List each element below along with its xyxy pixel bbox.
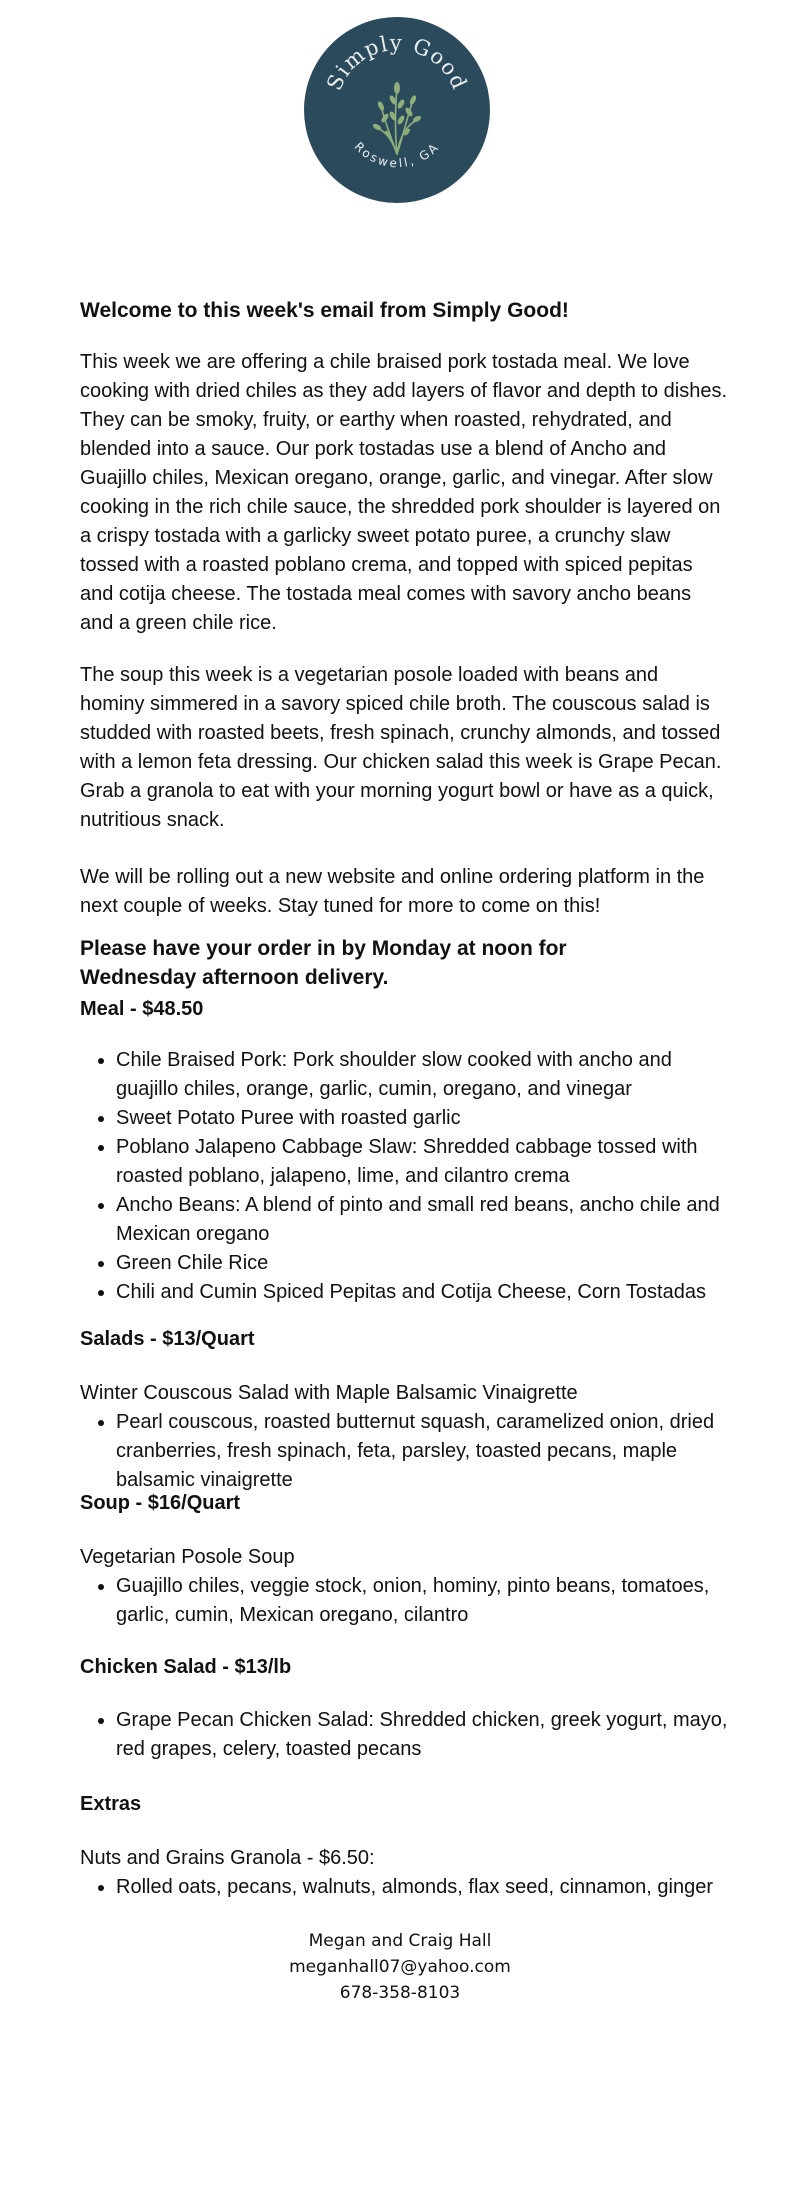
contact-footer	[0, 1928, 800, 2006]
list-item: • Sweet Potato Puree with roasted garlic	[116, 1104, 728, 1133]
intro-paragraph: This week we are offering a chile braised pork tostada meal. We love cooking with dried chiles as they add layers of flavor and depth to dishes. They can be smoky, fruity, or earthy when roasted, rehydrated, and blended into a sauce. Our pork tostadas use a blend of Ancho and Guajillo chiles, Mexican oregano, orange, garlic, and vinegar. After slow cooking in the rich chile sauce, the shredded pork shoulder is layered on a crispy tostada with a garlicky sweet potato puree, a crunchy slaw tossed with a roasted poblano crema, and topped with spiced pepitas and cotija cheese. The tostada meal comes with savory ancho beans and a green chile rice.	[80, 351, 728, 634]
soup-salad-paragraph: The soup this week is a vegetarian posole loaded with beans and hominy simmered in a savory spiced chile broth. The couscous salad is studded with roasted beets, fresh spinach, crunchy almonds, and tossed with a lemon feta dressing. Our chicken salad this week is Grape Pecan. Grab a granola to eat with your morning yogurt bowl or have as a quick, nutritious snack.	[80, 664, 722, 831]
contact-email[interactable]: meganhall07@yahoo.com	[289, 1957, 511, 1977]
order-deadline-line2: Wednesday afternoon delivery.	[80, 966, 389, 989]
list-item: • Chile Braised Pork: Pork shoulder slow cooked with ancho and guajillo chiles, orange, garlic, cumin, oregano, and vinegar	[116, 1046, 728, 1104]
list-item: • Green Chile Rice	[116, 1249, 728, 1278]
soup-name: Vegetarian Posole Soup	[80, 1546, 295, 1568]
logo-name: Simply Good	[322, 30, 472, 94]
meal-list	[80, 1046, 728, 1307]
list-item: • Rolled oats, pecans, walnuts, almonds, flax seed, cinnamon, ginger	[116, 1873, 728, 1902]
list-item: • Ancho Beans: A blend of pinto and small red beans, ancho chile and Mexican oregano	[116, 1191, 728, 1249]
soup-list	[80, 1572, 728, 1630]
list-item: • Chili and Cumin Spiced Pepitas and Cotija Cheese, Corn Tostadas	[116, 1278, 728, 1307]
meal-heading: Meal - $48.50	[80, 998, 204, 1020]
simply-good-logo	[303, 16, 491, 204]
contact-names: Megan and Craig Hall	[308, 1931, 492, 1951]
extras-list	[80, 1873, 728, 1902]
chicken-salad-heading: Chicken Salad - $13/lb	[80, 1656, 292, 1678]
website-announcement: We will be rolling out a new website and online ordering platform in the next couple of weeks. Stay tuned for more to come on this!	[80, 866, 705, 917]
salads-heading: Salads - $13/Quart	[80, 1328, 255, 1350]
list-item: • Guajillo chiles, veggie stock, onion, hominy, pinto beans, tomatoes, garlic, cumin, Mexican oregano, cilantro	[116, 1572, 728, 1630]
order-deadline-line1: Please have your order in by Monday at noon for	[80, 937, 567, 960]
contact-phone[interactable]: 678-358-8103	[339, 1983, 461, 2003]
granola-name: Nuts and Grains Granola - $6.50:	[80, 1847, 375, 1869]
list-item: • Poblano Jalapeno Cabbage Slaw: Shredded cabbage tossed with roasted poblano, jalapeno, lime, and cilantro crema	[116, 1133, 728, 1191]
soup-heading: Soup - $16/Quart	[80, 1492, 241, 1514]
chicken-salad-list	[80, 1706, 728, 1764]
greeting-heading: Welcome to this week's email from Simply Good!	[80, 299, 569, 322]
list-item: • Grape Pecan Chicken Salad: Shredded chicken, greek yogurt, mayo, red grapes, celery, toasted pecans	[116, 1706, 728, 1764]
salad-name: Winter Couscous Salad with Maple Balsamic Vinaigrette	[80, 1382, 578, 1404]
order-deadline	[80, 934, 728, 992]
salads-list	[80, 1408, 728, 1495]
list-item: • Pearl couscous, roasted butternut squash, caramelized onion, dried cranberries, fresh spinach, feta, parsley, toasted pecans, maple balsamic vinaigrette	[116, 1408, 728, 1495]
extras-heading: Extras	[80, 1793, 142, 1815]
logo-location: Roswell, GA	[351, 139, 443, 171]
